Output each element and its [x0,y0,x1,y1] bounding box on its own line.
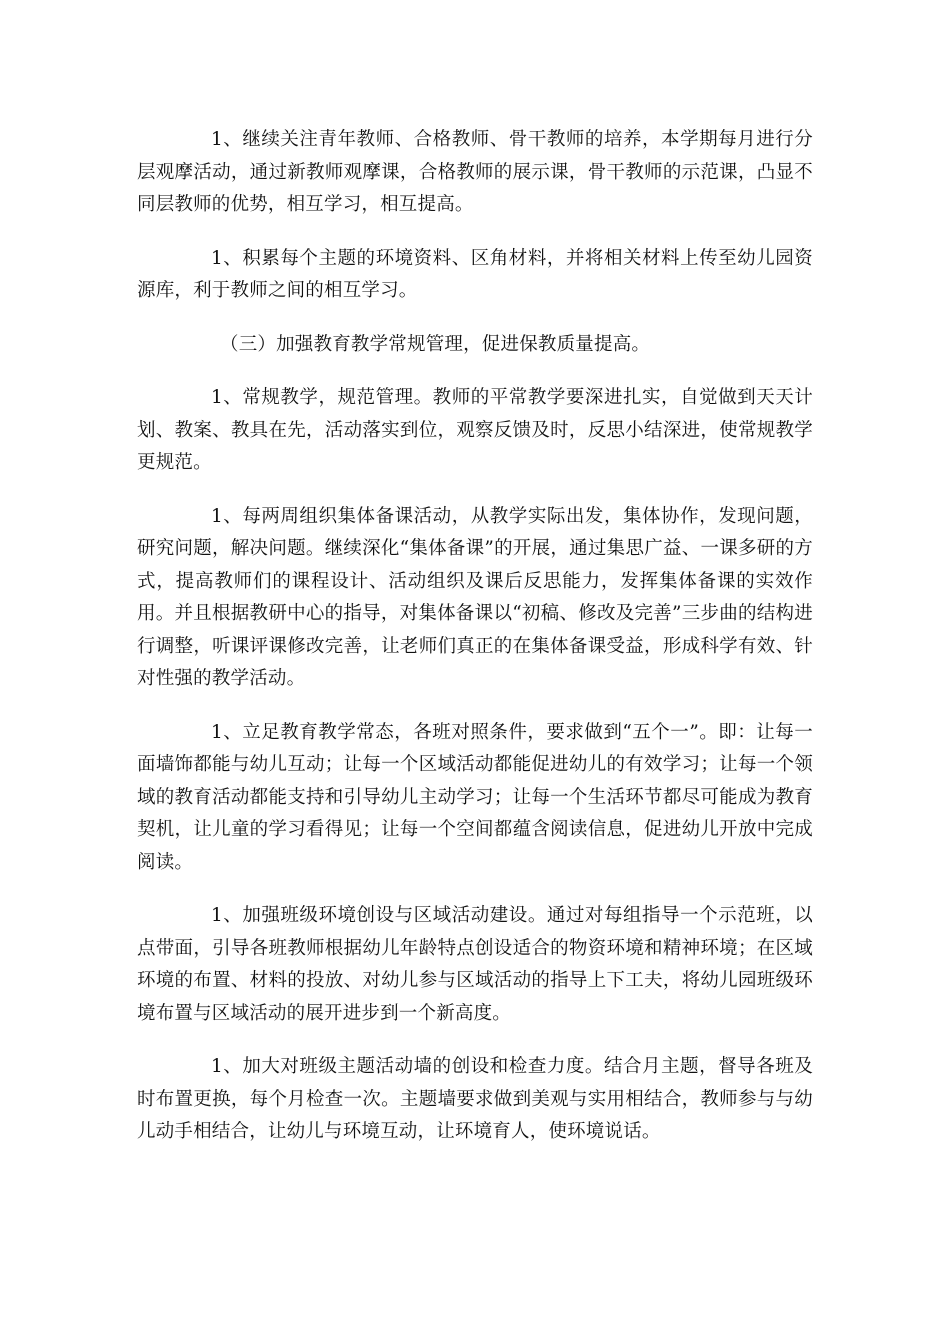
paragraph-collective-lesson-prep: 1、每两周组织集体备课活动，从教学实际出发，集体协作，发现问题，研究问题，解决问题。继续深化“集体备课”的开展，通过集思广益、一课多研的方式，提高教师们的课程设计、活动组织及课后反思能力，发挥集体备课的实效作用。并且根据教研中心的指导，对集体备课以“初稿、修改及完善”三步曲的结构进行调整，听课评课修改完善，让老师们真正的在集体备课受益，形成科学有效、针对性强的教学活动。 [137,505,813,689]
paragraph-teacher-training: 1、继续关注青年教师、合格教师、骨干教师的培养，本学期每月进行分层观摩活动，通过新教师观摩课，合格教师的展示课，骨干教师的示范课，凸显不同层教师的优势，相互学习，相互提高。 [137,129,813,215]
paragraph-theme-materials: 1、积累每个主题的环境资料、区角材料，并将相关材料上传至幼儿园资源库，利于教师之间的相互学习。 [137,247,813,301]
paragraph-theme-wall: 1、加大对班级主题活动墙的创设和检查力度。结合月主题，督导各班及时布置更换，每个月检查一次。主题墙要求做到美观与实用相结合，教师参与与幼儿动手相结合，让幼儿与环境互动，让环境育人，使环境说话。 [137,1056,813,1142]
document-page [137,124,813,1170]
paragraph-class-environment: 1、加强班级环境创设与区域活动建设。通过对每组指导一个示范班，以点带面，引导各班教师根据幼儿年龄特点创设适合的物资环境和精神环境；在区域环境的布置、材料的投放、对幼儿参与区域活动的指导上下工夫，将幼儿园班级环境布置与区域活动的展开进步到一个新高度。 [137,905,813,1024]
paragraph-routine-teaching: 1、常规教学，规范管理。教师的平常教学要深进扎实，自觉做到天天计划、教案、教具在先，活动落实到位，观察反馈及时，反思小结深进，使常规教学更规范。 [137,387,813,473]
section-heading-teaching-management: （三）加强教育教学常规管理，促进保教质量提高。 [220,333,651,355]
paragraph-five-ones: 1、立足教育教学常态，各班对照条件，要求做到“五个一”。即：让每一面墙饰都能与幼儿互动；让每一个区域活动都能促进幼儿的有效学习；让每一个领域的教育活动都能支持和引导幼儿主动学习；让每一个生活环节都尽可能成为教育契机，让儿童的学习看得见；让每一个空间都蕴含阅读信息，促进幼儿开放中完成阅读。 [137,721,813,873]
